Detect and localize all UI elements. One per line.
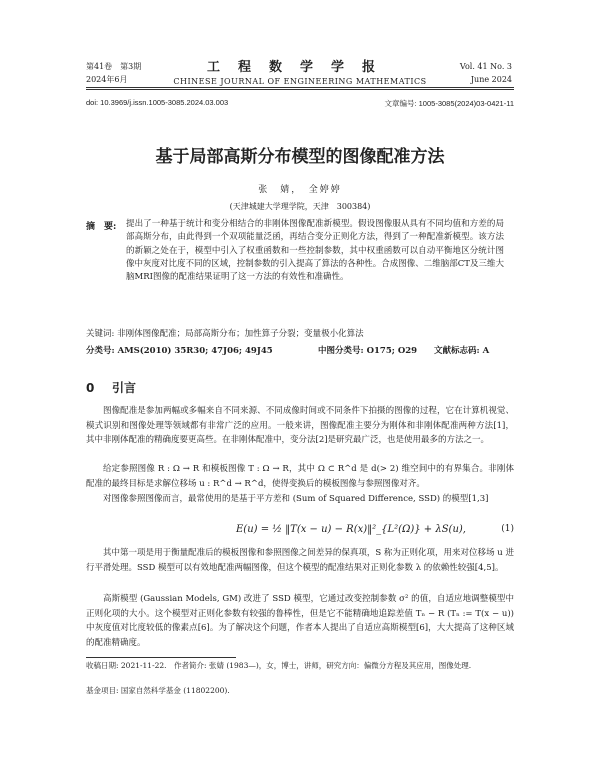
article-number: 文章编号: 1005-3085(2024)03-0421-11 [384, 99, 514, 108]
paragraph: 对图像参照图像而言，最常使用的是基于平方差和 (Sum of Squared Difference, SSD) 的模型[1,3] [103, 494, 489, 504]
journal-title-en: CHINESE JOURNAL OF ENGINEERING MATHEMATICS [173, 77, 427, 86]
paper-title: 基于局部高斯分布模型的图像配准方法 [155, 147, 445, 167]
footnote-funding: 基金项目: 国家自然科学基金 (11802200). [86, 686, 230, 695]
authors: 张 婧， 全婷婷 [258, 185, 342, 195]
header-rule-thin [86, 89, 514, 90]
doi: doi: 10.3969/j.issn.1005-3085.2024.03.003 [86, 98, 229, 107]
paragraph: 高斯模型 (Gaussian Models, GM) 改进了 SSD 模型，它通过改变控制参数 σ² 的值，自适应地调整模型中正则化项的大小。这个模型对正则化参数有较强的鲁棒性，但是它不能精确地追踪差值 Tₙ − R (Tₙ := T(x − u)) 中灰度值对比度较低的像素点[6]。为了解决这个问题，作者本人提出了自适应高斯模型[6]，大大提高了这种区域的配准精确度。 [86, 594, 514, 648]
equation-formula: E(u) = ½ ‖T(x − u) − R(x)‖²_{L²(Ω)} + λS(u), [236, 524, 466, 535]
paragraph: 图像配准是参加两幅或多幅来自不同来源、不同成像时间或不同条件下拍摄的图像的过程，它在计算机视觉、模式识别和图像处理等领域都有非常广泛的应用。一般来讲，图像配准主要分为刚体和非刚体配准两种方法[1]，其中非刚体配准的精确度要更高些。在非刚体配准中，变分法[2]是研究最广泛，也是使用最多的方法之一。 [86, 406, 514, 445]
header-rule [86, 87, 514, 88]
volume-issue: 第41卷 第3期 [86, 62, 142, 71]
abstract-label: 摘 要: [86, 222, 117, 232]
paragraph: 其中第一项是用于衡量配准后的模板图像和参照图像之间差异的保真项，S 称为正则化项，用来对位移场 u 进行平滑处理。SSD 模型可以有效地配准两幅图像，但这个模型的配准结果对正则化参数 λ 的依赖性较强[4,5]。 [86, 548, 514, 573]
ams-classification: 分类号: AMS(2010) 35R30; 47J06; 49J45 [86, 346, 273, 356]
header-volume-info [86, 60, 141, 86]
issue-date-cn: 2024年6月 [86, 75, 128, 84]
clc-classification: 中图分类号: O175; O29 [318, 346, 418, 356]
abstract-text: 提出了一种基于统计和变分相结合的非刚体图像配准新模型。假设图像服从具有不同均值和方差的局部高斯分布，由此得到一个双项能量泛函，再结合变分正则化方法，得到了一种配准新模型。该方法的新颖之处在于，模型中引入了权重函数和一些控制参数，其中权重函数可以自动平衡地区分统计图像中灰度对比度不同的区域，控制参数的引入提高了算法的各种性。合成图像、二维脑部CT及三维大脑MRI图像的配准结果证明了这一方法的有效性和准确性。 [126, 219, 504, 283]
equation-label: (1) [501, 524, 514, 534]
journal-header [150, 56, 450, 86]
keywords: 关键词: 非刚体图像配准；局部高斯分布；加性算子分裂；变量极小化算法 [86, 329, 364, 339]
volume-issue-en: Vol. 41 No. 3 [459, 62, 512, 71]
footnote-rule [86, 657, 236, 658]
paragraph: 给定参照图像 R : Ω → R 和模板图像 T : Ω → R，其中 Ω ⊂ R^d 是 d(> 2) 维空间中的有界集合。非刚体配准的最终目标是求解位移场 u : R^d → R^d，使得变换后的模板图像与参照图像对齐。 [86, 464, 514, 489]
header-volume-info-en [460, 60, 512, 86]
footnote-received: 收稿日期: 2021-11-22. 作者简介: 张婧 (1983—)，女，博士，讲师，研究方向：偏微分方程及其应用，图像处理. [86, 661, 472, 670]
issue-date-en: June 2024 [470, 75, 512, 84]
section-title: 引言 [112, 381, 137, 395]
journal-title-cn: 工程数学学报 [206, 60, 393, 75]
document-code: 文献标志码: A [434, 346, 490, 356]
section-heading [86, 379, 136, 396]
section-number: 0 [86, 381, 95, 395]
affiliation: (天津城建大学理学院，天津 300384) [229, 202, 371, 211]
